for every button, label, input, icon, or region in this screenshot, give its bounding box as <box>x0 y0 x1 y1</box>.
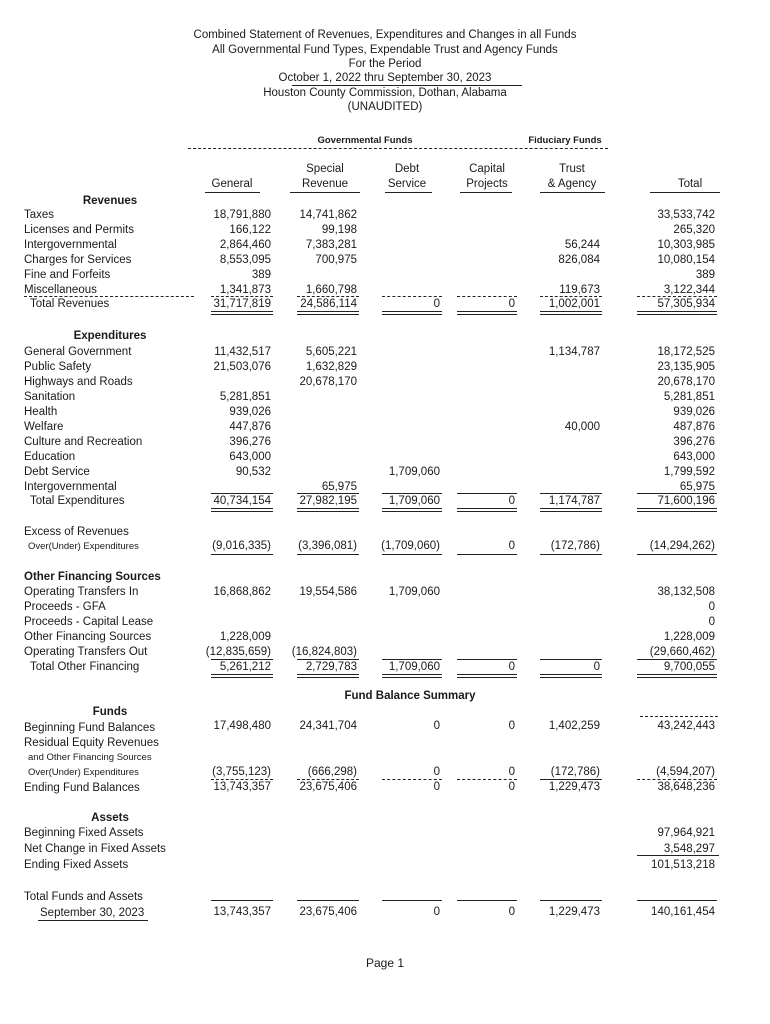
total-other-financing-col-3: 0 <box>508 661 515 673</box>
expenditure-row-0-col-5: 18,172,525 <box>657 346 715 358</box>
beginning-fund-balances-col-5: 43,242,443 <box>657 720 715 732</box>
total-funds-top-rule-2 <box>382 900 442 901</box>
total-revenues-double-1 <box>297 311 359 315</box>
total-funds-assets-date: September 30, 2023 <box>40 907 145 919</box>
total-expenditures-double-1 <box>297 508 359 512</box>
excess-label: Excess of Revenues <box>24 526 129 538</box>
excess-under-rule-5 <box>637 554 717 555</box>
expenditure-row-label: Public Safety <box>24 361 92 373</box>
revenue-row-label: Intergovernmental <box>24 239 117 251</box>
total-expenditures-col-2: 1,709,060 <box>388 495 440 507</box>
total-funds-assets-label: Total Funds and Assets <box>24 891 143 903</box>
other-financing-row-0-col-5: 38,132,508 <box>657 586 715 598</box>
total-revenues-double-3 <box>457 311 517 315</box>
total-funds-assets-col-4: 1,229,473 <box>548 906 600 918</box>
other-financing-row-4-col-1: (16,824,803) <box>291 646 357 658</box>
revenue-row-5-col-0: 1,341,873 <box>219 284 271 296</box>
total-revenues-col-3: 0 <box>508 298 515 310</box>
revenue-row-3-col-5: 10,080,154 <box>657 254 715 266</box>
governmental-funds-header: Governmental Funds <box>317 135 413 146</box>
ending-fund-balances-label: Ending Fund Balances <box>24 782 140 794</box>
total-funds-date-underline <box>38 920 148 921</box>
expenditure-row-2-col-1: 20,678,170 <box>299 376 357 388</box>
ending-fund-balances-col-1: 23,675,406 <box>299 781 357 793</box>
expenditure-row-9-col-1: 65,975 <box>321 481 357 493</box>
total-other-financing-double-4 <box>540 674 602 678</box>
revenue-row-5-col-1: 1,660,798 <box>305 284 357 296</box>
column-header-2-line2: Service <box>387 178 427 190</box>
period-line: October 1, 2022 thru September 30, 2023 <box>278 72 492 84</box>
total-funds-top-rule-4 <box>540 900 602 901</box>
expenditure-row-label: Welfare <box>24 421 64 433</box>
total-expenditures-double-5 <box>637 508 717 512</box>
beginning-fund-balances-col-2: 0 <box>433 720 440 732</box>
total-other-financing-col-0: 5,261,212 <box>219 661 271 673</box>
group-header-dashes <box>188 148 608 149</box>
other-financing-row-3-col-5: 1,228,009 <box>663 631 715 643</box>
expenditure-row-label: Culture and Recreation <box>24 436 143 448</box>
total-revenues-double-5 <box>637 311 717 315</box>
revenue-row-5-col-5: 3,122,344 <box>663 284 715 296</box>
expenditures-heading: Expenditures <box>73 330 147 342</box>
total-funds-assets-col-5: 140,161,454 <box>651 906 715 918</box>
total-other-financing-col-5: 9,700,055 <box>663 661 715 673</box>
total-other-financing-col-1: 2,729,783 <box>305 661 357 673</box>
title-line-3: For the Period <box>348 58 422 70</box>
column-header-underline-0 <box>205 192 260 193</box>
other-financing-row-4-col-0: (12,835,659) <box>205 646 271 658</box>
expenditure-row-3-col-0: 5,281,851 <box>219 391 271 403</box>
total-other-financing-double-0 <box>211 674 273 678</box>
excess-col-4: (172,786) <box>550 540 600 552</box>
total-funds-top-rule-3 <box>457 900 517 901</box>
asset-row-2-value: 101,513,218 <box>651 859 715 871</box>
total-expenditures-double-0 <box>211 508 273 512</box>
expenditure-row-8-col-2: 1,709,060 <box>388 466 440 478</box>
title-line-6: (UNAUDITED) <box>347 101 423 113</box>
fiduciary-funds-header: Fiduciary Funds <box>528 135 602 146</box>
column-header-2-line1: Debt <box>394 163 420 175</box>
beginning-fund-balances-col-0: 17,498,480 <box>213 720 271 732</box>
expenditure-row-label: Sanitation <box>24 391 76 403</box>
revenue-row-0-col-5: 33,533,742 <box>657 209 715 221</box>
funds-total-dash-top <box>640 716 718 717</box>
expenditure-row-label: General Government <box>24 346 132 358</box>
total-revenues-double-0 <box>211 311 273 315</box>
funds-heading: Funds <box>92 706 128 718</box>
revenue-row-label: Fine and Forfeits <box>24 269 111 281</box>
column-header-5-line2: Total <box>677 178 703 190</box>
revenue-row-2-col-5: 10,303,985 <box>657 239 715 251</box>
other-financing-row-label: Operating Transfers In <box>24 586 139 598</box>
other-financing-heading: Other Financing Sources <box>24 571 161 583</box>
total-expenditures-col-3: 0 <box>508 495 515 507</box>
other-financing-row-0-col-0: 16,868,862 <box>213 586 271 598</box>
total-other-financing-double-3 <box>457 674 517 678</box>
column-header-underline-4 <box>540 192 605 193</box>
excess-under-rule-4 <box>540 554 602 555</box>
column-header-4-line2: & Agency <box>547 178 597 190</box>
total-expenditures-label: Total Expenditures <box>30 495 125 507</box>
total-other-financing-double-2 <box>382 674 442 678</box>
revenue-row-label: Licenses and Permits <box>24 224 134 236</box>
other-financing-row-3-col-0: 1,228,009 <box>219 631 271 643</box>
total-funds-top-rule-0 <box>211 900 273 901</box>
expenditure-row-8-col-5: 1,799,592 <box>663 466 715 478</box>
title-line-5: Houston County Commission, Dothan, Alabama <box>263 87 507 99</box>
expenditure-row-label: Intergovernmental <box>24 481 117 493</box>
expenditure-row-label: Health <box>24 406 58 418</box>
expenditure-row-5-col-4: 40,000 <box>564 421 600 433</box>
excess-under-rule-0 <box>211 554 273 555</box>
expenditure-row-label: Debt Service <box>24 466 90 478</box>
other-financing-row-label: Operating Transfers Out <box>24 646 148 658</box>
expenditure-row-2-col-5: 20,678,170 <box>657 376 715 388</box>
residual-equity-label: Residual Equity Revenues <box>24 737 159 749</box>
excess-under-rule-1 <box>297 554 359 555</box>
asset-row-0-value: 97,964,921 <box>657 827 715 839</box>
residual-col-5: (4,594,207) <box>656 766 715 778</box>
revenue-row-1-col-5: 265,320 <box>673 224 715 236</box>
revenue-row-1-col-1: 99,198 <box>321 224 357 236</box>
total-funds-assets-col-0: 13,743,357 <box>213 906 271 918</box>
revenues-heading: Revenues <box>82 195 138 207</box>
ending-fund-balances-col-2: 0 <box>433 781 440 793</box>
excess-col-3: 0 <box>508 540 515 552</box>
total-expenditures-col-1: 27,982,195 <box>299 495 357 507</box>
page-number: Page 1 <box>365 956 405 970</box>
column-header-underline-2 <box>385 192 432 193</box>
ending-fund-balances-col-5: 38,648,236 <box>657 781 715 793</box>
beginning-fund-balances-col-1: 24,341,704 <box>299 720 357 732</box>
expenditure-row-label: Highways and Roads <box>24 376 133 388</box>
residual-col-2: 0 <box>433 766 440 778</box>
beginning-fund-balances-col-4: 1,402,259 <box>548 720 600 732</box>
other-financing-row-0-col-2: 1,709,060 <box>388 586 440 598</box>
excess-label-sub: Over(Under) Expenditures <box>28 541 139 552</box>
excess-col-2: (1,709,060) <box>381 540 440 552</box>
column-header-underline-3 <box>460 192 512 193</box>
total-funds-assets-col-2: 0 <box>433 906 440 918</box>
expenditure-row-1-col-5: 23,135,905 <box>657 361 715 373</box>
expenditure-row-0-col-0: 11,432,517 <box>214 346 271 358</box>
column-header-3-line1: Capital <box>469 163 505 175</box>
excess-under-rule-2 <box>382 554 442 555</box>
excess-col-5: (14,294,262) <box>649 540 715 552</box>
total-revenues-col-0: 31,717,819 <box>213 298 271 310</box>
total-other-financing-col-4: 0 <box>593 661 600 673</box>
total-other-financing-col-2: 1,709,060 <box>388 661 440 673</box>
revenue-row-label: Miscellaneous <box>24 284 97 296</box>
total-expenditures-double-3 <box>457 508 517 512</box>
expenditure-row-6-col-0: 396,276 <box>229 436 271 448</box>
assets-subtotal-rule <box>637 855 719 856</box>
revenue-row-1-col-0: 166,122 <box>229 224 271 236</box>
total-revenues-col-4: 1,002,001 <box>548 298 600 310</box>
column-header-1-line2: Revenue <box>301 178 349 190</box>
residual-col-3: 0 <box>508 766 515 778</box>
column-header-underline-5 <box>650 192 720 193</box>
asset-row-label: Ending Fixed Assets <box>24 859 129 871</box>
residual-sub-2: Over(Under) Expenditures <box>28 767 139 778</box>
residual-col-4: (172,786) <box>550 766 600 778</box>
column-header-underline-1 <box>290 192 360 193</box>
expenditure-row-1-col-1: 1,632,829 <box>305 361 357 373</box>
other-financing-row-4-col-5: (29,660,462) <box>649 646 715 658</box>
column-header-1-line1: Special <box>306 163 344 175</box>
revenue-row-3-col-4: 826,084 <box>558 254 600 266</box>
revenue-row-0-col-1: 14,741,862 <box>299 209 357 221</box>
fund-balance-summary-heading: Fund Balance Summary <box>344 690 476 702</box>
revenue-row-0-col-0: 18,791,880 <box>213 209 271 221</box>
revenue-row-2-col-1: 7,383,281 <box>305 239 357 251</box>
total-revenues-col-2: 0 <box>433 298 440 310</box>
expenditure-row-5-col-0: 447,876 <box>229 421 271 433</box>
column-header-0-line2: General <box>211 178 253 190</box>
total-revenues-double-2 <box>382 311 442 315</box>
revenue-row-label: Charges for Services <box>24 254 132 266</box>
total-funds-top-rule-1 <box>297 900 359 901</box>
ending-fund-balances-col-4: 1,229,473 <box>548 781 600 793</box>
other-financing-row-1-col-5: 0 <box>708 601 715 613</box>
revenue-row-3-col-0: 8,553,095 <box>219 254 271 266</box>
total-revenues-col-1: 24,586,114 <box>300 298 357 310</box>
title-line-1: Combined Statement of Revenues, Expenditures and Changes in all Funds <box>193 29 577 41</box>
other-financing-row-label: Proceeds - GFA <box>24 601 106 613</box>
revenue-row-4-col-0: 389 <box>251 269 271 281</box>
asset-row-1-value: 3,548,297 <box>663 843 715 855</box>
total-revenues-col-5: 57,305,934 <box>657 298 715 310</box>
expenditure-row-0-col-4: 1,134,787 <box>548 346 600 358</box>
expenditure-row-0-col-1: 5,605,221 <box>305 346 357 358</box>
total-other-financing-double-5 <box>637 674 717 678</box>
total-expenditures-double-4 <box>540 508 602 512</box>
column-header-3-line2: Projects <box>466 178 508 190</box>
other-financing-row-label: Other Financing Sources <box>24 631 152 643</box>
revenue-row-2-col-4: 56,244 <box>564 239 600 251</box>
residual-col-0: (3,755,123) <box>212 766 271 778</box>
total-other-financing-label: Total Other Financing <box>30 661 140 673</box>
ending-fund-balances-col-0: 13,743,357 <box>213 781 271 793</box>
excess-under-rule-3 <box>457 554 517 555</box>
revenue-row-5-col-4: 119,673 <box>559 284 600 296</box>
expenditure-row-1-col-0: 21,503,076 <box>213 361 271 373</box>
total-expenditures-col-5: 71,600,196 <box>657 495 715 507</box>
asset-row-label: Beginning Fixed Assets <box>24 827 144 839</box>
expenditure-row-3-col-5: 5,281,851 <box>663 391 715 403</box>
total-revenues-double-4 <box>540 311 602 315</box>
other-financing-row-2-col-5: 0 <box>708 616 715 628</box>
excess-col-0: (9,016,335) <box>212 540 271 552</box>
residual-col-1: (666,298) <box>307 766 357 778</box>
asset-row-label: Net Change in Fixed Assets <box>24 843 166 855</box>
excess-col-1: (3,396,081) <box>298 540 357 552</box>
total-expenditures-col-4: 1,174,787 <box>548 495 600 507</box>
total-other-financing-double-1 <box>297 674 359 678</box>
expenditure-row-8-col-0: 90,532 <box>235 466 271 478</box>
beginning-fund-balances-col-3: 0 <box>508 720 515 732</box>
expenditure-row-4-col-5: 939,026 <box>673 406 715 418</box>
ending-fund-balances-col-3: 0 <box>508 781 515 793</box>
total-funds-top-rule-5 <box>637 900 717 901</box>
revenue-row-2-col-0: 2,864,460 <box>219 239 271 251</box>
total-expenditures-double-2 <box>382 508 442 512</box>
revenue-row-label: Taxes <box>24 209 55 221</box>
total-revenues-label: Total Revenues <box>30 298 110 310</box>
total-expenditures-col-0: 40,734,154 <box>213 495 271 507</box>
assets-heading: Assets <box>91 812 129 824</box>
expenditure-row-5-col-5: 487,876 <box>673 421 715 433</box>
other-financing-row-label: Proceeds - Capital Lease <box>24 616 154 628</box>
expenditure-row-6-col-5: 396,276 <box>673 436 715 448</box>
revenue-row-3-col-1: 700,975 <box>315 254 357 266</box>
title-line-2: All Governmental Fund Types, Expendable Trust and Agency Funds <box>212 44 558 56</box>
column-header-4-line1: Trust <box>559 163 585 175</box>
residual-sub-1: and Other Financing Sources <box>28 752 152 763</box>
total-funds-assets-col-3: 0 <box>508 906 515 918</box>
revenue-row-4-col-5: 389 <box>695 269 715 281</box>
other-financing-row-0-col-1: 19,554,586 <box>299 586 357 598</box>
expenditure-row-9-col-5: 65,975 <box>679 481 715 493</box>
expenditure-row-label: Education <box>24 451 76 463</box>
total-funds-assets-col-1: 23,675,406 <box>299 906 357 918</box>
expenditure-row-7-col-0: 643,000 <box>229 451 271 463</box>
expenditure-row-7-col-5: 643,000 <box>673 451 715 463</box>
expenditure-row-4-col-0: 939,026 <box>229 406 271 418</box>
beginning-fund-balances-label: Beginning Fund Balances <box>24 722 156 734</box>
